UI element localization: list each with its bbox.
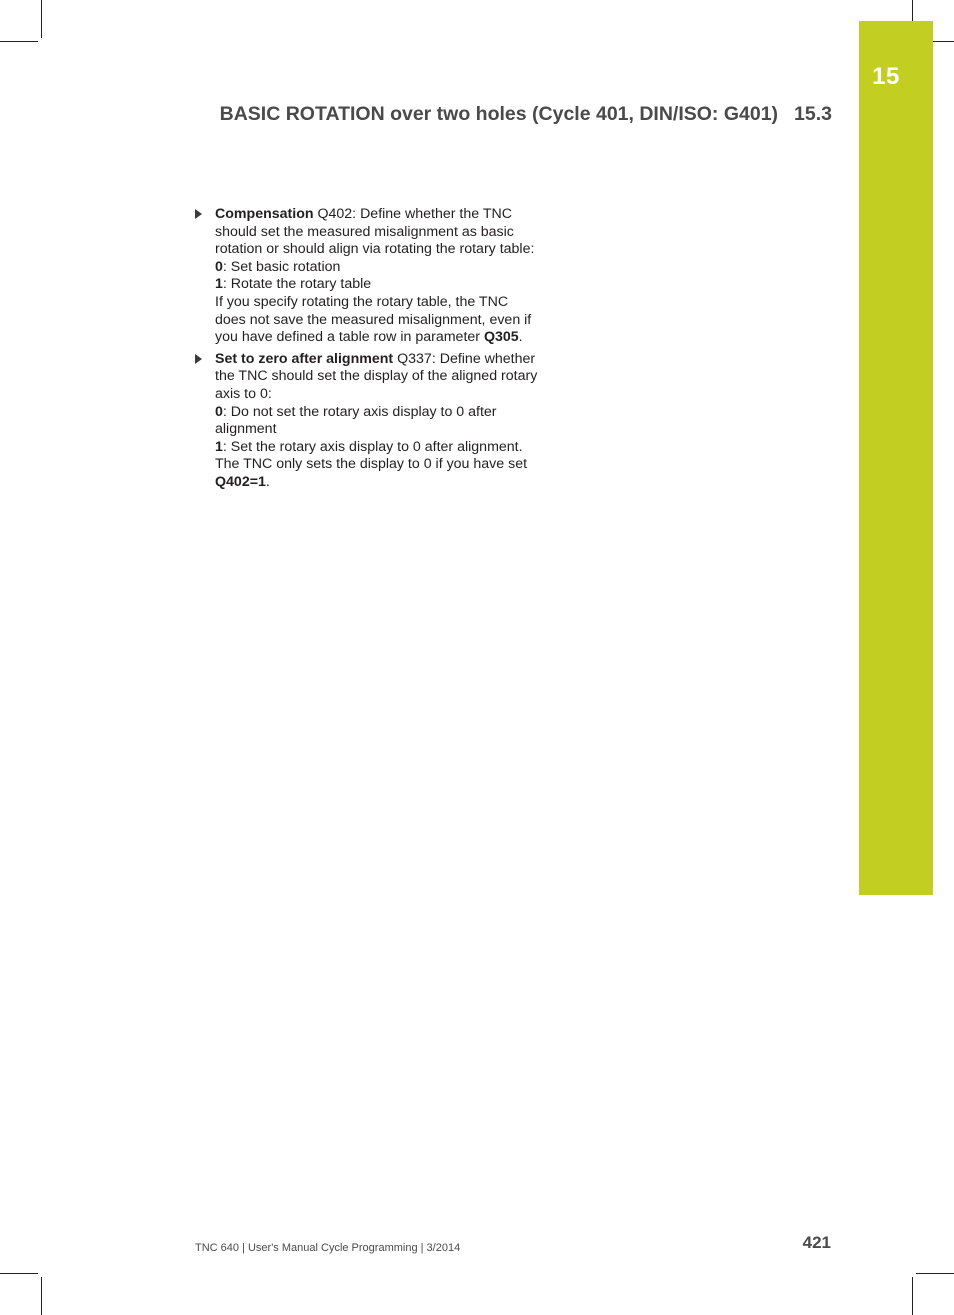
running-header	[220, 103, 832, 126]
bullet-arrow-icon	[195, 209, 202, 219]
description-text: the TNC should set the display of the aligned rotary	[215, 368, 538, 385]
parameter-term: Compensation	[215, 206, 314, 222]
page-number: 421	[802, 1233, 831, 1252]
option-text: : Do not set the rotary axis display to 0 after	[222, 403, 497, 420]
parameter-item-set-to-zero	[195, 351, 565, 492]
crop-mark	[41, 0, 42, 38]
option-value: 1	[215, 276, 223, 293]
parameter-reference: Q402=1	[215, 473, 266, 490]
text-line	[215, 456, 565, 474]
text-line	[215, 241, 565, 259]
option-text: : Set the rotary axis display to 0 after alignment.	[222, 438, 523, 455]
option-value: 1	[215, 438, 223, 455]
option-line	[215, 404, 565, 422]
text-line	[215, 294, 565, 312]
punctuation: .	[265, 473, 270, 490]
parameter-description: Q402: Define whether the TNC	[313, 206, 512, 222]
description-text: axis to 0:	[215, 385, 272, 402]
text-line	[215, 312, 565, 330]
option-text: : Rotate the rotary table	[222, 276, 372, 293]
footer-text: TNC 640 | User's Manual Cycle Programming | 3/2014	[195, 1242, 461, 1254]
text-line	[215, 368, 565, 386]
text-line	[215, 329, 565, 347]
option-value: 0	[215, 403, 223, 420]
crop-mark	[0, 41, 38, 42]
crop-mark	[41, 1277, 42, 1315]
text-line	[215, 474, 565, 492]
text-line	[215, 206, 565, 224]
option-text: : Set basic rotation	[222, 258, 341, 275]
description-text: does not save the measured misalignment, even if	[215, 311, 532, 328]
option-line	[215, 259, 565, 277]
parameter-term: Set to zero after alignment	[215, 350, 394, 367]
punctuation: .	[518, 329, 523, 346]
parameter-reference: Q305	[483, 329, 519, 346]
description-text: you have defined a table row in parameter	[215, 329, 484, 346]
option-value: 0	[215, 258, 223, 275]
description-text: should set the measured misalignment as basic	[215, 223, 514, 240]
parameter-description: Q337: Define whether	[393, 350, 536, 367]
chapter-tab	[859, 21, 933, 895]
description-text: alignment	[215, 421, 277, 438]
description-text: If you specify rotating the rotary table, the TNC	[215, 293, 509, 310]
option-line	[215, 276, 565, 294]
parameter-list	[195, 206, 565, 496]
text-line	[215, 386, 565, 404]
text-line	[215, 421, 565, 439]
crop-mark	[916, 1273, 954, 1274]
header-title: BASIC ROTATION over two holes (Cycle 401, DIN/ISO: G401)	[219, 103, 779, 125]
chapter-number: 15	[872, 63, 900, 90]
header-section-number: 15.3	[794, 103, 832, 125]
text-line	[215, 224, 565, 242]
option-line	[215, 439, 565, 457]
crop-mark	[912, 1277, 913, 1315]
bullet-arrow-icon	[195, 354, 202, 364]
text-line	[215, 351, 565, 369]
description-text: rotation or should align via rotating the rotary table:	[215, 241, 535, 258]
description-text: The TNC only sets the display to 0 if you have set	[215, 456, 528, 473]
crop-mark	[0, 1273, 38, 1274]
parameter-item-compensation	[195, 206, 565, 347]
